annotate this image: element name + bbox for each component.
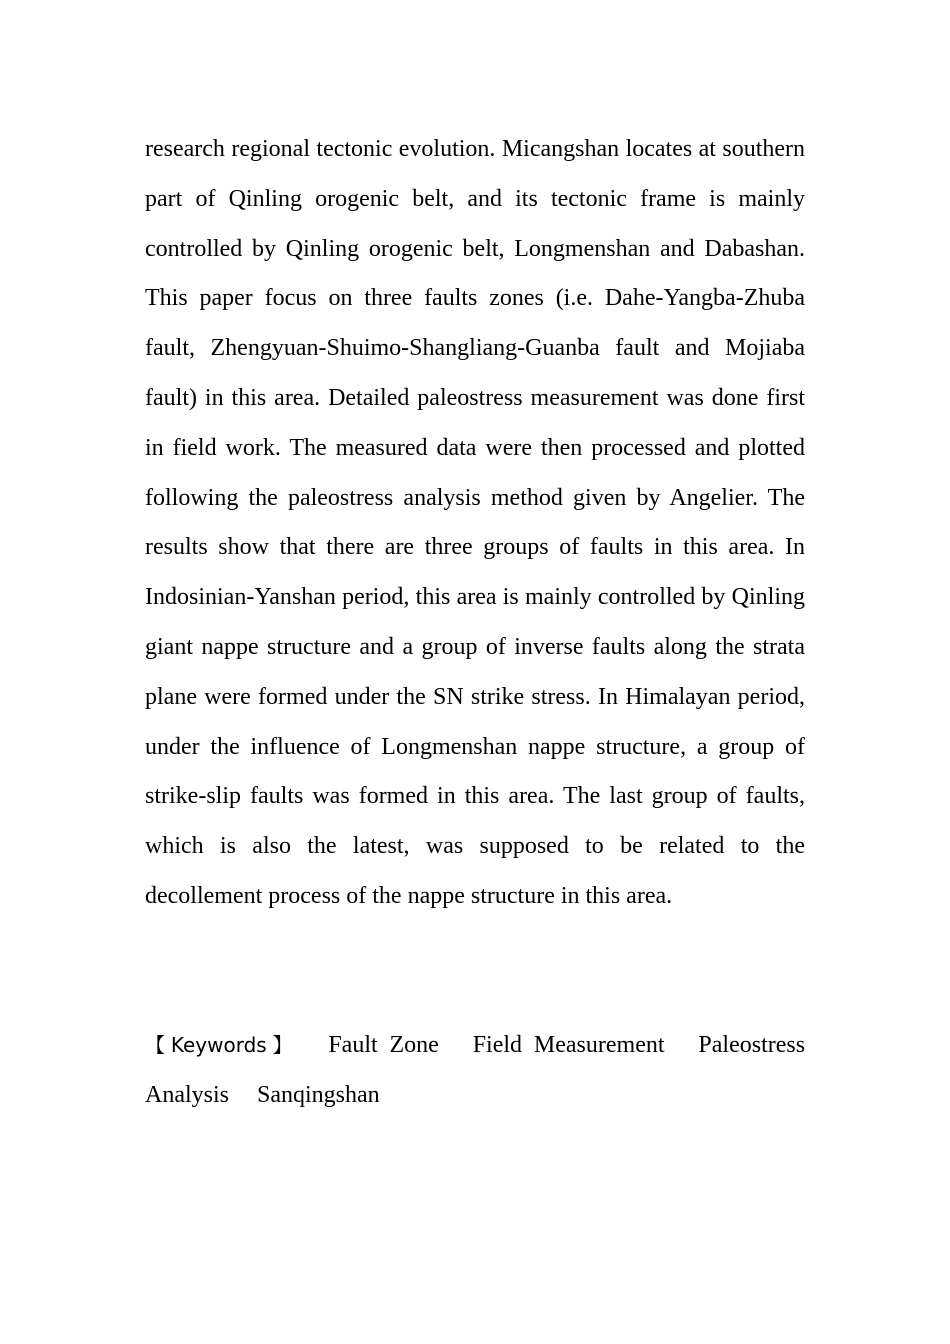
keyword-item: Paleostress Analysis [145,1032,806,1108]
abstract-paragraph: research regional tectonic evolution. Micangshan locates at southern part of Qinling orogenic belt, and its tectonic frame is mainly controlled by Qinling orogenic belt, Longmenshan and Dabashan. This paper focus on three faults zones (i.e. Dahe-Yangba-Zhuba fault, Zhengyuan-Shuimo-Shangliang-Guanba fault and Mojiaba fault) in this area. Detailed paleostress measurement was done first in field work. The measured data were then processed and plotted following the paleostress analysis method given by Angelier. The results show that there are three groups of faults in this area. In Indosinian-Yanshan period, this area is mainly controlled by Qinling giant nappe structure and a group of inverse faults along the strata plane were formed under the SN strike stress. In Himalayan period, under the influence of Longmenshan nappe structure, a group of strike-slip faults was formed in this area. The last group of faults, which is also the latest, was supposed to be related to the decollement process of the nappe structure in this area. [145,136,805,909]
keyword-item: Field Measurement [472,1032,665,1058]
keywords-line [145,1021,805,1121]
keyword-item: Sanqingshan [257,1081,380,1108]
keyword-item: Fault Zone [328,1032,439,1058]
keywords-label: 【Keywords】 [145,1033,299,1057]
